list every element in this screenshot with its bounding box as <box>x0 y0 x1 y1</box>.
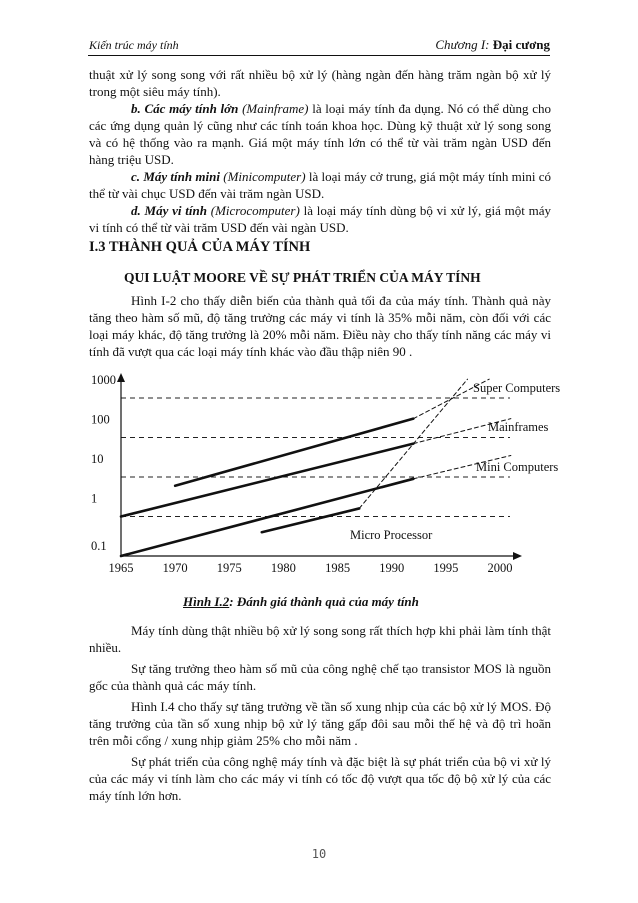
item-b-term: Các máy tính lớn <box>144 101 239 116</box>
x-tick-label: 1980 <box>270 561 296 575</box>
item-d-term: Máy vi tính <box>144 203 207 218</box>
moore-paragraph: Hình I-2 cho thấy diễn biến của thành quả tối đa của máy tính. Thành quả này tăng theo hàm số mũ, độ tăng trưởng các máy vi tính là 35% mỗi năm, còn đối với các loại máy khác, độ tăng trưởng là 20% mỗi năm. Điều này cho thấy tính năng các máy vi tính đã vượt qua các loại máy tính khác vào đầu thập niên 90 . <box>89 293 551 359</box>
figure-caption-number: Hình I.2 <box>183 594 230 609</box>
x-tick-label: 1990 <box>379 561 405 575</box>
label-micro-processor: Micro Processor <box>350 528 433 542</box>
closing-section <box>89 622 551 804</box>
y-tick-label: 1000 <box>91 373 116 387</box>
header-chapter-subject: Đại cương <box>492 37 550 52</box>
closing-paragraph-4: Sự phát triển của công nghệ máy tính và đặc biệt là sự phát triển của bộ vi xử lý của các máy vi tính làm cho các máy vi tính có tốc độ vượt qua tốc độ bộ xử lý của các máy tính lớn hơn. <box>89 754 551 803</box>
x-tick-label: 2000 <box>487 561 513 575</box>
item-d-english: (Microcomputer) <box>210 203 300 218</box>
page-number: 10 <box>311 847 327 861</box>
intro-section <box>89 66 551 236</box>
item-b-english: (Mainframe) <box>242 101 309 116</box>
item-c-text: là loại máy cở trung, giá một máy tính mini có thể từ vài chục USD đến vài trăm ngàn USD. <box>89 169 552 201</box>
item-b-paragraph <box>89 100 551 168</box>
x-tick-label: 1970 <box>162 561 188 575</box>
header-divider <box>88 55 550 56</box>
item-c-english: (Minicomputer) <box>223 169 306 184</box>
closing-paragraph-3: Hình I.4 cho thấy sự tăng trưởng về tần số xung nhịp của các bộ xử lý MOS. Độ tăng trưởng của tần số xung nhịp bộ xử lý tăng gấp đôi sau mỗi thế hệ và độ trì hoãn trên mỗi cổng / xung nhịp giảm 25% cho mỗi năm . <box>89 699 551 748</box>
chart-gridlines <box>121 398 510 517</box>
item-b-text: là loại máy tính đa dụng. Nó có thể dùng cho các ứng dụng quản lý cũng như các tính toán khoa học. Dùng kỹ thuật xử lý song song và có hệ thống vào ra mạnh. Giá một máy tính lớn có thể từ vài trăm ngàn USD đến hàng triệu USD. <box>89 101 552 167</box>
y-tick-label: 10 <box>91 452 104 466</box>
section-title: I.3 THÀNH QUẢ CỦA MÁY TÍNH <box>89 239 311 255</box>
y-axis-arrow <box>117 373 125 382</box>
x-tick-label: 1995 <box>433 561 459 575</box>
figure-caption <box>183 594 419 610</box>
series-line-micro-processor <box>359 379 467 508</box>
series-line-mainframes <box>121 444 413 517</box>
subsection-title: QUI LUẬT MOORE VỀ SỰ PHÁT TRIỂN CỦA MÁY TÍNH <box>124 270 481 285</box>
label-mainframes: Mainframes <box>488 420 549 434</box>
y-tick-label: 100 <box>91 412 110 427</box>
x-axis-arrow <box>513 552 522 560</box>
moore-chart <box>80 360 580 585</box>
item-c-term: Máy tính mini <box>143 169 220 184</box>
item-d-label: d. <box>131 203 141 218</box>
figure-caption-text: : Đánh giá thành quả của máy tính <box>229 594 419 609</box>
item-d-paragraph <box>89 202 551 236</box>
label-super-computers: Super Computers <box>473 381 561 395</box>
x-tick-label: 1985 <box>325 561 351 575</box>
item-b-label: b. <box>131 101 141 116</box>
header-chapter <box>435 37 550 53</box>
label-mini-computers: Mini Computers <box>476 460 559 474</box>
item-c-paragraph <box>89 168 551 202</box>
series-line-micro-processor <box>262 508 359 532</box>
y-tick-label: 0.1 <box>91 539 107 553</box>
closing-paragraph-2: Sự tăng trưởng theo hàm số mũ của công nghệ chế tạo transistor MOS là nguồn gốc của thành quả các máy tính. <box>89 661 551 693</box>
chart-series-labels <box>350 381 560 542</box>
intro-paragraph: thuật xử lý song song với rất nhiều bộ xử lý (hàng ngàn đến hàng trăm ngàn bộ xử lý trong một siêu máy tính). <box>89 67 551 99</box>
x-tick-label: 1975 <box>216 561 242 575</box>
x-tick-label: 1965 <box>108 561 134 575</box>
chart-tick-labels <box>91 373 513 575</box>
item-c-label: c. <box>131 169 141 184</box>
closing-paragraph-1: Máy tính dùng thật nhiều bộ xử lý song song rất thích hợp khi phải làm tính thật nhiều. <box>89 623 551 655</box>
item-d-text: là loại máy tính dùng bộ vi xử lý, giá một máy vi tính có thể từ vài trăm USD đến vài ngàn USD. <box>89 203 552 235</box>
chart-series-lines <box>121 379 511 556</box>
header-book-title: Kiến trúc máy tính <box>89 38 179 52</box>
series-line-mini-computers <box>121 479 413 556</box>
header-chapter-label: Chương I: <box>435 37 490 52</box>
y-tick-label: 1 <box>91 491 98 506</box>
